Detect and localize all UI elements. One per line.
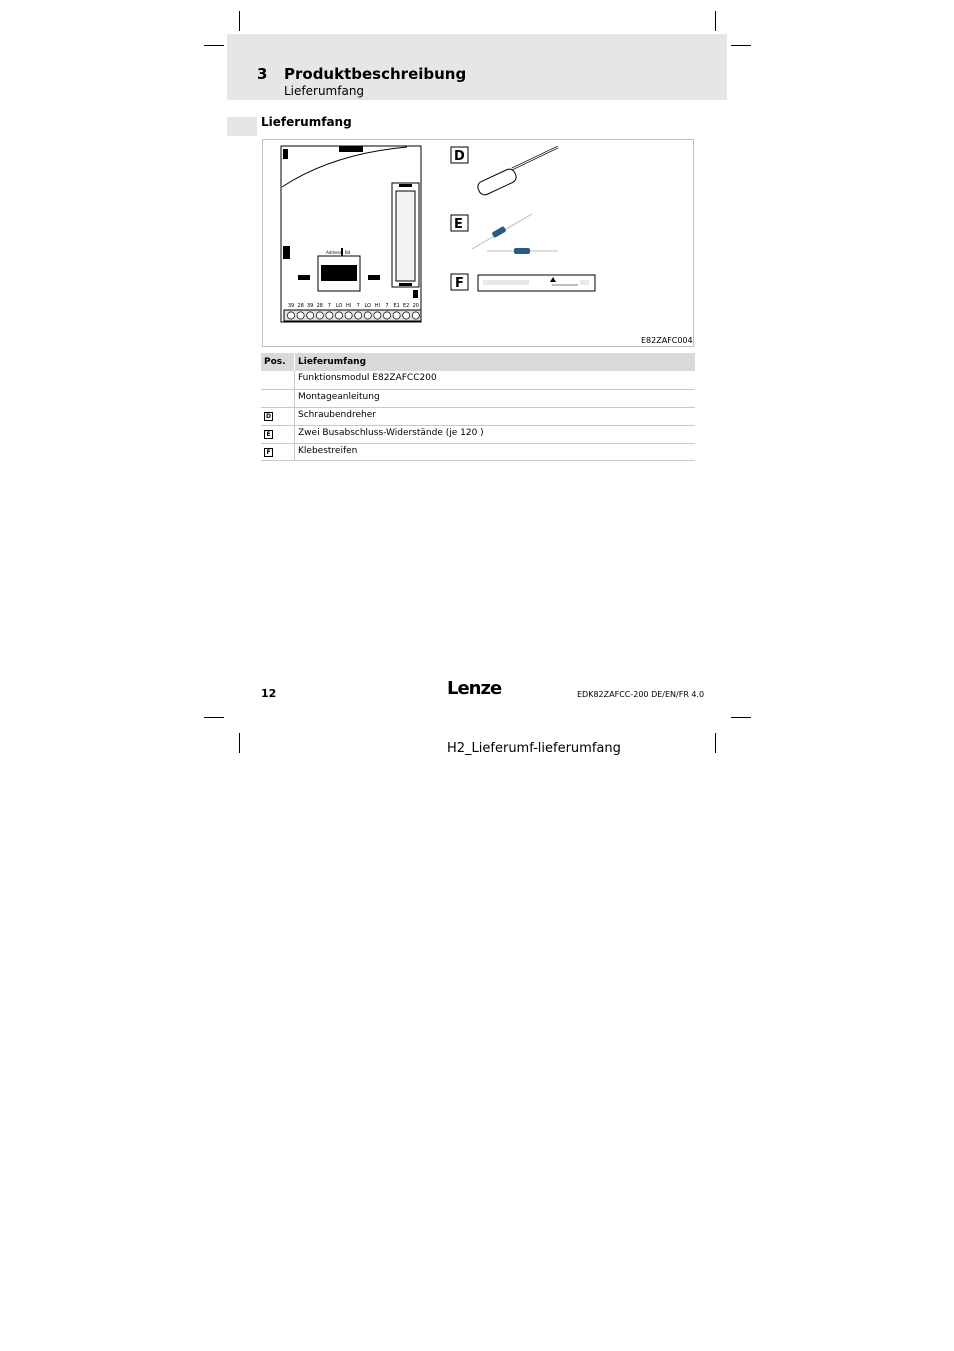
crop-mark xyxy=(731,717,751,718)
adhesive-strip-icon xyxy=(478,275,595,291)
dip-label-baud: Bd xyxy=(345,250,351,255)
crop-mark xyxy=(715,11,716,31)
resistor-icon xyxy=(472,214,558,254)
terminal-screw xyxy=(335,312,342,319)
function-module-drawing xyxy=(281,146,421,322)
terminal-screw xyxy=(403,312,410,319)
row-text: Funktionsmodul E82ZAFCC200 xyxy=(298,373,437,383)
screwdriver-icon xyxy=(476,147,558,197)
terminal-label: E1 xyxy=(393,303,400,309)
terminal-label: 28 xyxy=(297,303,304,309)
terminal-screw xyxy=(287,312,294,319)
terminal-label: 7 xyxy=(385,303,389,309)
header-content: Lieferumfang xyxy=(298,357,367,367)
page-number: 12 xyxy=(261,687,277,700)
terminal-label: 7 xyxy=(327,303,331,309)
bottom-caption: H2_Lieferumf-lieferumfang xyxy=(447,741,621,756)
terminal-screw xyxy=(393,312,400,319)
row-text: Schraubendreher xyxy=(298,410,376,420)
crop-mark xyxy=(239,733,240,753)
terminal-screw xyxy=(355,312,362,319)
terminal-label: 28 xyxy=(316,303,323,309)
label-e: E xyxy=(454,217,463,232)
terminal-label: 7 xyxy=(356,303,360,309)
lenze-logo: Lenze xyxy=(447,678,502,699)
table-row xyxy=(261,390,695,408)
crop-mark xyxy=(715,733,716,753)
terminal-label: 39 xyxy=(307,303,314,309)
terminal-label: E2 xyxy=(403,303,410,309)
table-header-row xyxy=(261,353,695,371)
terminal-label: 20 xyxy=(412,303,419,309)
table-row xyxy=(261,408,695,426)
delivery-table xyxy=(261,353,695,461)
crop-mark xyxy=(204,717,224,718)
table-row xyxy=(261,444,695,461)
figure-code: E82ZAFC004 xyxy=(641,336,693,345)
crop-mark xyxy=(204,45,224,46)
terminal-screw xyxy=(374,312,381,319)
document-id: EDK82ZAFCC-200 DE/EN/FR 4.0 xyxy=(577,690,705,699)
terminal-screw xyxy=(345,312,352,319)
header-pos: Pos. xyxy=(264,357,286,367)
terminal-label: HI xyxy=(345,303,352,309)
terminal-screw xyxy=(316,312,323,319)
label-d: D xyxy=(454,149,465,164)
table-row xyxy=(261,371,695,390)
section-marker xyxy=(227,117,257,136)
chapter-title: Produktbeschreibung xyxy=(284,65,467,83)
row-text: Klebestreifen xyxy=(298,446,358,456)
terminal-label: 39 xyxy=(287,303,295,309)
terminal-label: LO xyxy=(364,303,372,309)
dip-label-address: Address xyxy=(326,250,342,255)
terminal-screw xyxy=(307,312,314,319)
chapter-number: 3 xyxy=(257,65,268,83)
pos-label-d: D xyxy=(264,412,273,421)
chapter-subtitle: Lieferumfang xyxy=(284,84,365,98)
terminal-screw xyxy=(326,312,333,319)
product-illustration xyxy=(262,139,694,347)
row-text: Zwei Busabschluss-Widerstände (je 120 ) xyxy=(298,428,484,438)
terminal-label: HI xyxy=(374,303,381,309)
crop-mark xyxy=(239,11,240,31)
crop-mark xyxy=(731,45,751,46)
table-row xyxy=(261,426,695,444)
pos-label-e: E xyxy=(264,430,273,439)
terminal-label: LO xyxy=(335,303,343,309)
terminal-screw xyxy=(412,312,419,319)
section-title: Lieferumfang xyxy=(261,115,352,129)
terminal-screw xyxy=(383,312,390,319)
pos-label-f: F xyxy=(264,448,273,457)
terminal-screw xyxy=(364,312,371,319)
terminal-screw xyxy=(297,312,304,319)
label-f: F xyxy=(455,276,464,291)
row-text: Montageanleitung xyxy=(298,392,380,402)
